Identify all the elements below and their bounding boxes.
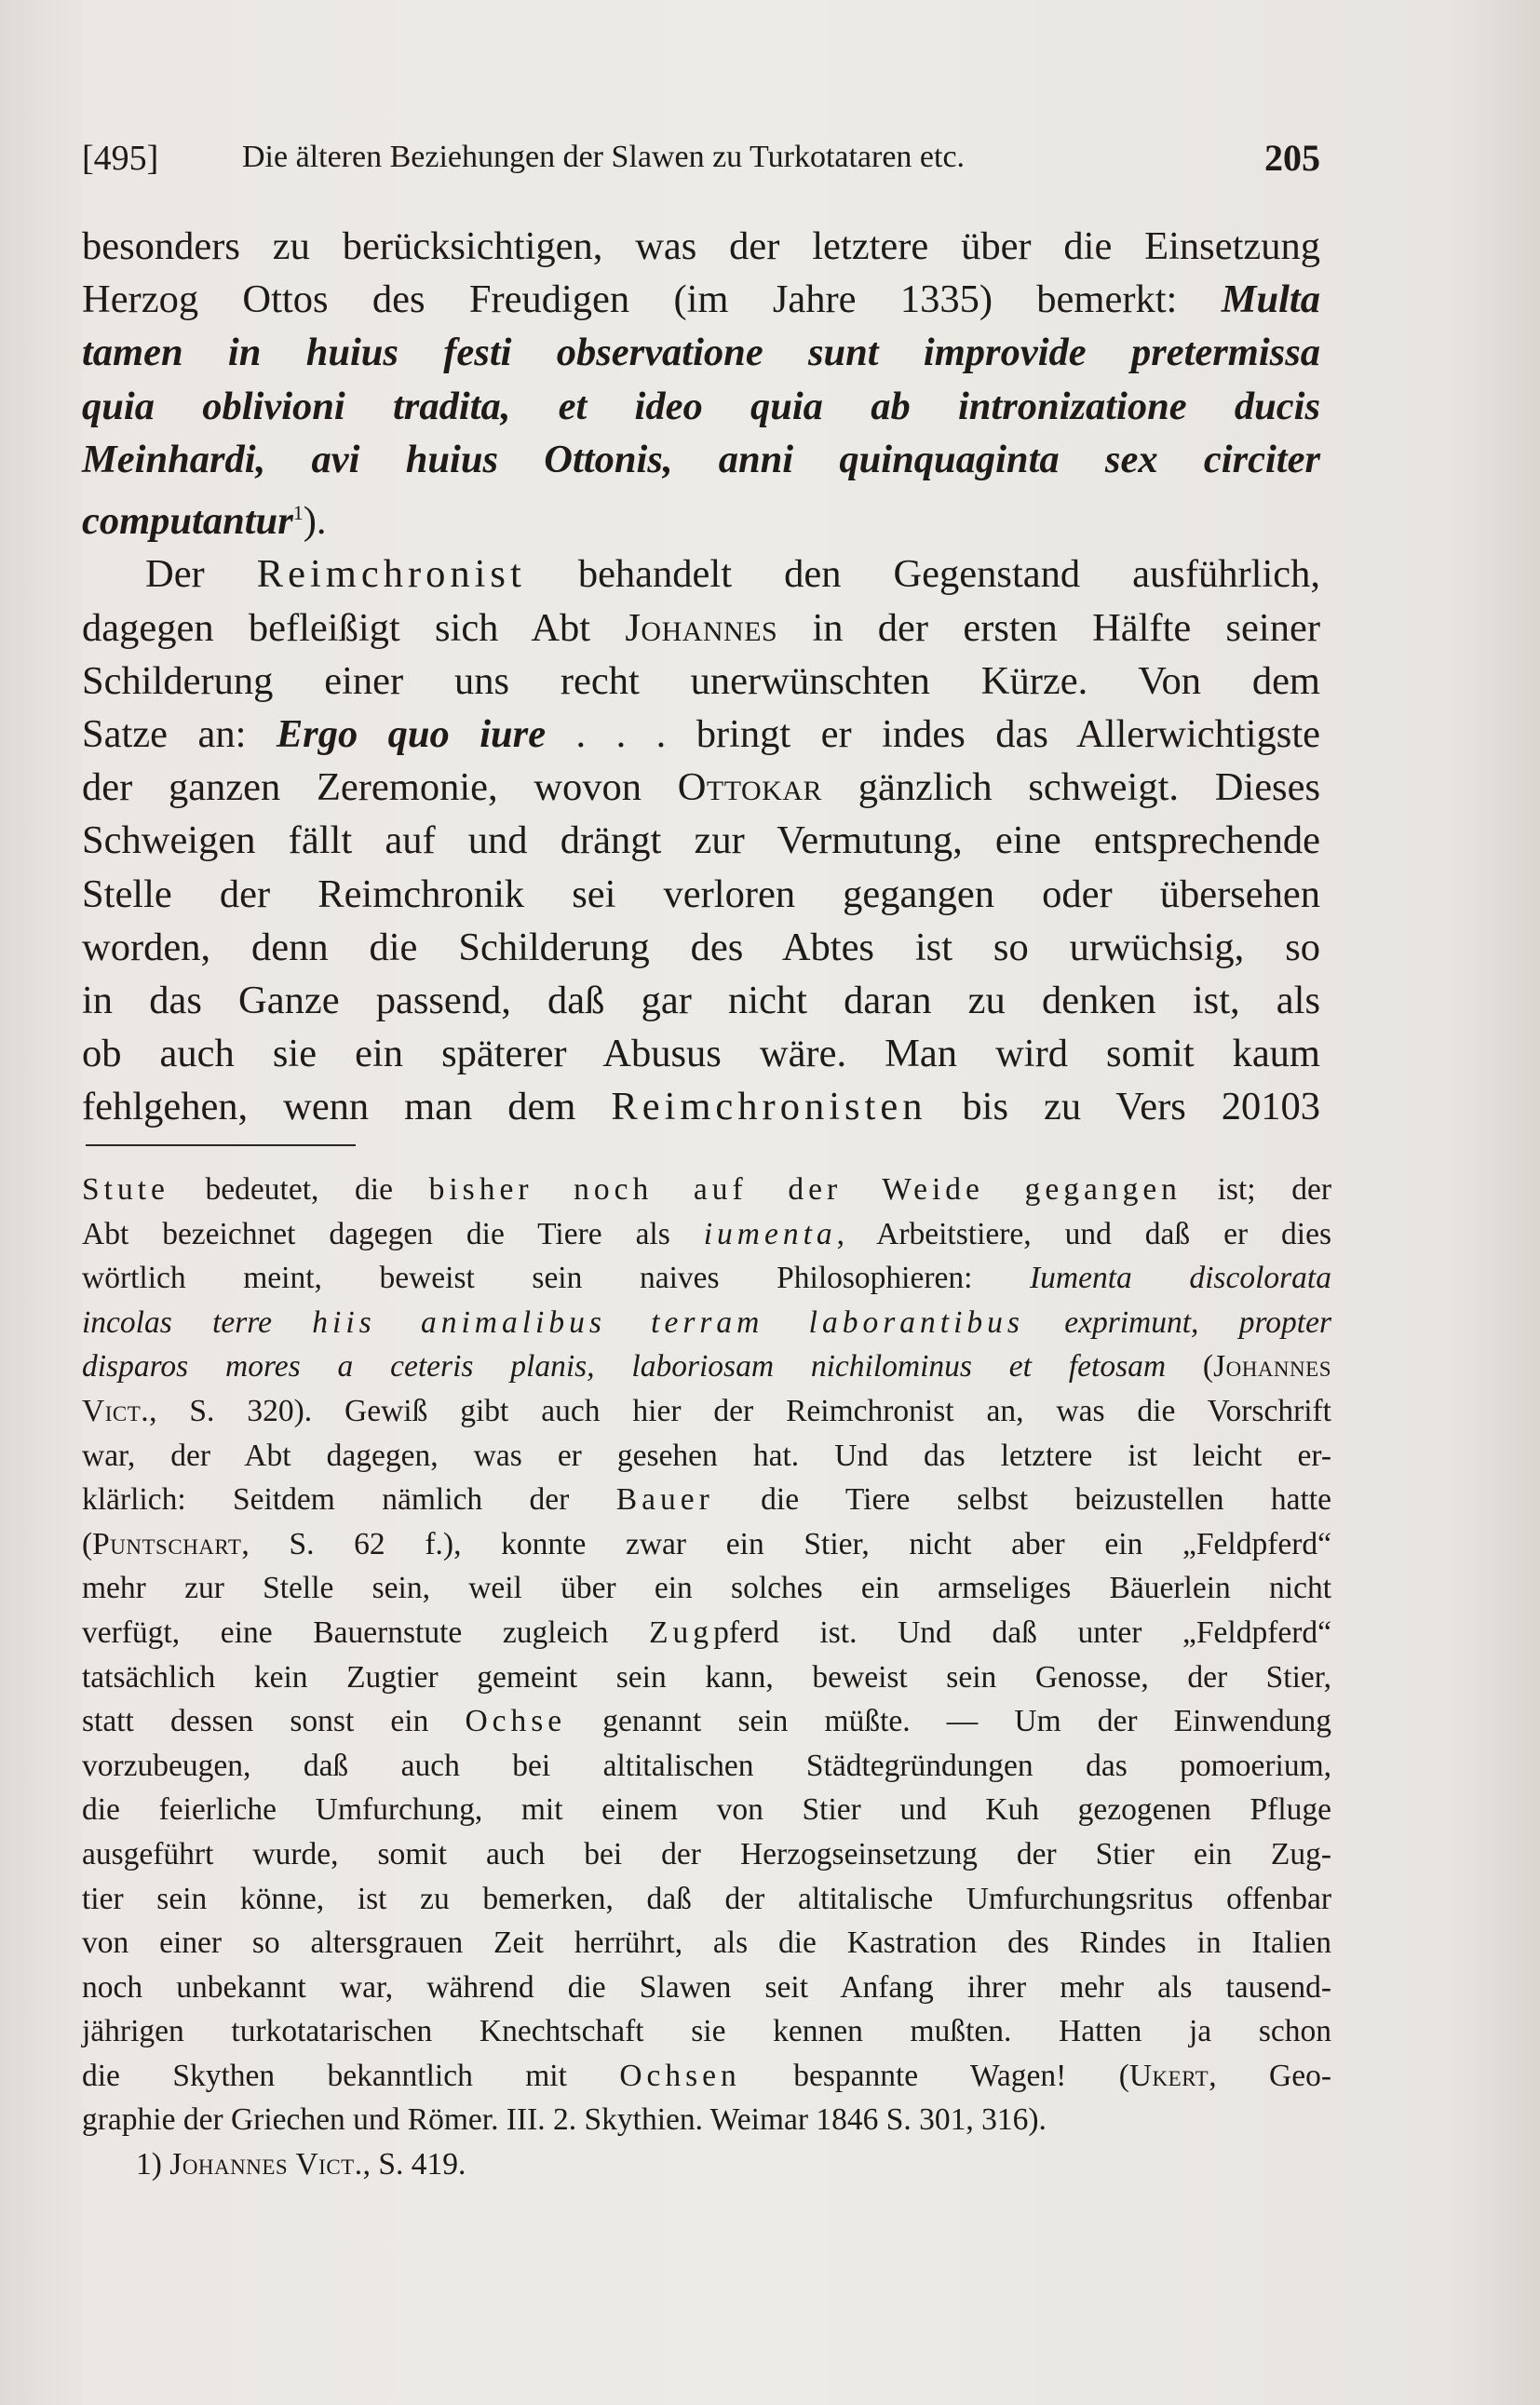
note-line: von einer so altersgrauen Zeit herrührt, als die Kastration des Rindes in Italien <box>82 1925 1331 1961</box>
note-line: statt dessen sonst ein Ochse genannt sein müßte. — Um der Einwendung <box>82 1704 1331 1739</box>
text-line: computantur$^1$). <box>82 499 327 544</box>
note-line: incolas terre hiis animalibus terram laborantibus exprimunt, propter <box>82 1304 1331 1340</box>
text-line: in das Ganze passend, daß gar nicht daran zu denken ist, als <box>82 979 1320 1022</box>
note-line: (Puntschart, S. 62 f.), konnte zwar ein Stier, nicht aber ein „Feldpferd“ <box>82 1526 1331 1561</box>
note-line: tier sein könne, ist zu bemerken, daß der altitalische Umfurchungsritus offenbar <box>82 1881 1331 1916</box>
note-line: Abt bezeichnet dagegen die Tiere als iumenta, Arbeitstiere, und daß er dies <box>82 1216 1332 1251</box>
header-section-number: [495] <box>82 139 159 178</box>
note-line: Vict., S. 320). Gewiß gibt auch hier der Reimchronist an, was die Vorschrift <box>82 1393 1331 1428</box>
note-line: tatsächlich kein Zugtier gemeint sein kann, beweist sein Genosse, der Stier, <box>82 1659 1331 1695</box>
running-header <box>82 130 1320 186</box>
note-line: graphie der Griechen und Römer. III. 2. Skythien. Weimar 1846 S. 301, 316). <box>82 2102 1047 2138</box>
note-line: noch unbekannt war, während die Slawen seit Anfang ihrer mehr als tausend- <box>82 1969 1331 2005</box>
text-line: Der Reimchronist behandelt den Gegenstand ausführlich, <box>145 552 1320 597</box>
note-line: war, der Abt dagegen, was er gesehen hat. Und das letztere ist leicht er- <box>82 1438 1331 1473</box>
text-line: fehlgehen, wenn man dem Reimchronisten bis zu Vers 20103 <box>82 1085 1320 1129</box>
note-line: mehr zur Stelle sein, weil über ein solches ein armseliges Bäuerlein nicht <box>82 1571 1331 1606</box>
text-line: Herzog Ottos des Freudigen (im Jahre 1335) bemerkt: Multa <box>82 277 1320 322</box>
text-line: Stelle der Reimchronik sei verloren gegangen oder übersehen <box>82 871 1320 916</box>
text-line: Meinhardi, avi huius Ottonis, anni quinquaginta sex circiter <box>82 437 1320 481</box>
text-line: Satze an: Ergo quo iure . . . bringt er indes das Allerwichtigste <box>82 711 1320 756</box>
note-line: disparos mores a ceteris planis, laboriosam nichilominus et fetosam (Johannes <box>82 1349 1331 1385</box>
note-line: die feierliche Umfurchung, mit einem von Stier und Kuh gezogenen Pfluge <box>82 1792 1331 1828</box>
text-line: besonders zu berücksichtigen, was der letztere über die Einsetzung <box>82 224 1320 268</box>
text-line: ob auch sie ein späterer Abusus wäre. Man wird somit kaum <box>82 1032 1320 1076</box>
text-line: dagegen befleißigt sich Abt Johannes in der ersten Hälfte seiner <box>82 605 1320 650</box>
text-line: worden, denn die Schilderung des Abtes ist so urwüchsig, so <box>82 925 1320 969</box>
footnotes <box>82 1168 1331 2187</box>
footnote-divider <box>86 1144 356 1146</box>
note-line: verfügt, eine Bauernstute zugleich Zugpferd ist. Und daß unter „Feldpferd“ <box>82 1615 1332 1650</box>
text-line: Schilderung einer uns recht unerwünschten Kürze. Von dem <box>82 658 1320 703</box>
text-line: der ganzen Zeremonie, wovon Ottokar gänzlich schweigt. Dieses <box>82 765 1320 810</box>
footnote-1: 1) Johannes Vict., S. 419. <box>136 2147 466 2182</box>
note-line: klärlich: Seitdem nämlich der Bauer die Tiere selbst beizustellen hatte <box>82 1482 1331 1518</box>
note-line: Stute bedeutet, die bisher noch auf der Weide gegangen ist; der <box>82 1172 1331 1207</box>
note-line: die Skythen bekanntlich mit Ochsen bespannte Wagen! (Ukert, Geo- <box>82 2058 1331 2093</box>
text-line: tamen in huius festi observatione sunt improvide pretermissa <box>82 331 1320 375</box>
note-line: jährigen turkotatarischen Knechtschaft sie kennen mußten. Hatten ja schon <box>82 2014 1331 2049</box>
footnote-ref: 1 <box>292 501 304 525</box>
note-line: wörtlich meint, beweist sein naives Philosophieren: Iumenta discolorata <box>82 1261 1331 1296</box>
text-line: quia oblivioni tradita, et ideo quia ab intronizatione ducis <box>82 384 1320 428</box>
main-text <box>82 220 1320 1134</box>
note-line: vorzubeugen, daß auch bei altitalischen Städtegründungen das pomoerium, <box>82 1748 1331 1783</box>
note-line: ausgeführt wurde, somit auch bei der Herzogseinsetzung der Stier ein Zug- <box>82 1836 1331 1871</box>
page-number: 205 <box>1264 137 1320 179</box>
header-title: Die älteren Beziehungen der Slawen zu Turkotataren etc. <box>242 140 966 174</box>
text-line: Schweigen fällt auf und drängt zur Vermutung, eine entsprechende <box>82 818 1320 863</box>
